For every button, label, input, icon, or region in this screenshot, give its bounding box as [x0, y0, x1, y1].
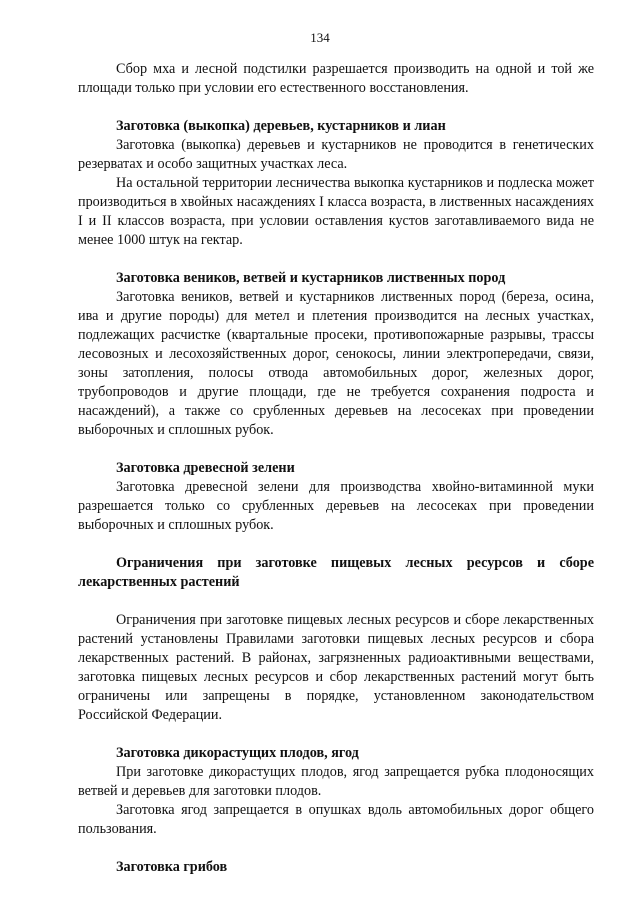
- paragraph-brooms-branches: Заготовка веников, ветвей и кустарников лиственных пород (береза, осина, ива и другие породы) для метел и плетения производится на лесных участках, подлежащих расчистке (квартальные просеки, противопожарные разрывы, трассы лесовозных и лесохозяйственных дорог, сенокосы, линии электропередачи, связи, зоны затопления, полосы отвода автомобильных дорог, железных дорог, трубопроводов и другие площади, где не требуется сохранения подроста и насаждений), а также со срубленных деревьев на лесосеках при проведении выборочных и сплошных рубок.: [78, 289, 594, 438]
- paragraph-wood-greenery: Заготовка древесной зелени для производства хвойно-витаминной муки разрешается только со срубленных деревьев на лесосеках при проведении выборочных и сплошных рубок.: [78, 479, 594, 533]
- heading-trees-shrubs: Заготовка (выкопка) деревьев, кустарников и лиан: [116, 118, 446, 134]
- heading-wild-fruits-berries: Заготовка дикорастущих плодов, ягод: [116, 745, 359, 761]
- paragraph-berries-roads: Заготовка ягод запрещается в опушках вдоль автомобильных дорог общего пользования.: [78, 802, 594, 837]
- paragraph-fruits-branches: При заготовке дикорастущих плодов, ягод запрещается рубка плодоносящих ветвей и деревьев для заготовки плодов.: [78, 764, 594, 799]
- heading-wood-greenery: Заготовка древесной зелени: [116, 460, 295, 476]
- spacer: [78, 440, 594, 459]
- spacer: [78, 725, 594, 744]
- paragraph-food-resources-restrictions: Ограничения при заготовке пищевых лесных ресурсов и сборе лекарственных растений установлены Правилами заготовки пищевых лесных ресурсов и сбора лекарственных растений. В районах, загрязненных радиоактивными веществами, заготовка пищевых лесных ресурсов и сбор лекарственных растений могут быть ограничены или запрещены в порядке, установленном законодательством Российской Федерации.: [78, 612, 594, 723]
- paragraph-moss-collection: Сбор мха и лесной подстилки разрешается производить на одной и той же площади только при условии его естественного восстановления.: [78, 61, 594, 96]
- spacer: [78, 250, 594, 269]
- spacer: [78, 839, 594, 858]
- heading-food-resources-restrictions: Ограничения при заготовке пищевых лесных ресурсов и сборе лекарственных растений: [78, 555, 594, 590]
- heading-mushrooms: Заготовка грибов: [116, 859, 228, 875]
- spacer: [78, 592, 594, 611]
- page-number: 134: [310, 30, 330, 45]
- spacer: [78, 98, 594, 117]
- heading-brooms-branches: Заготовка веников, ветвей и кустарников лиственных пород: [116, 270, 506, 286]
- page-content: [78, 60, 594, 877]
- paragraph-trees-restriction: Заготовка (выкопка) деревьев и кустарников не проводится в генетических резерватах и особо защитных участках леса.: [78, 137, 594, 172]
- paragraph-trees-conditions: На остальной территории лесничества выкопка кустарников и подлеска может производиться в хвойных насаждениях I класса возраста, в лиственных насаждениях I и II классов возраста, при условии оставления кустов заготавливаемого вида не менее 1000 штук на гектар.: [78, 175, 594, 248]
- spacer: [78, 535, 594, 554]
